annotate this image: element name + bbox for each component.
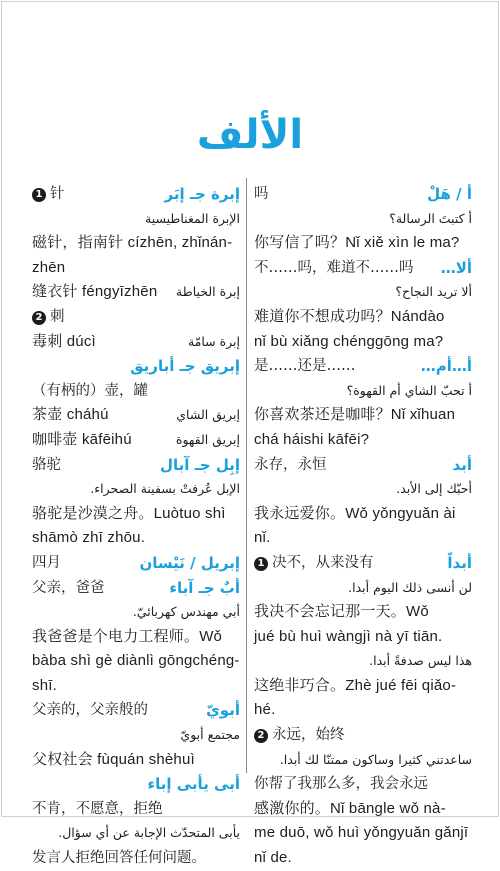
chinese-text [32, 748, 195, 773]
chinese-text [254, 403, 455, 428]
entry-line [254, 649, 472, 674]
arabic-text: ألا تريد النجاح؟ [395, 284, 472, 300]
entry-line [254, 551, 472, 576]
entry-line [32, 182, 240, 207]
chinese-text [254, 182, 269, 207]
entry-line [32, 305, 240, 330]
entry-line [254, 231, 472, 256]
entry-line [32, 674, 240, 699]
sense-number: 1 [32, 188, 46, 202]
chinese-text [32, 305, 65, 330]
chinese-definition: nǐ. [254, 529, 271, 547]
entry-line [32, 698, 240, 723]
section-title: الألف [196, 112, 304, 158]
chinese-text [254, 625, 442, 650]
entry-line [32, 354, 240, 379]
entry-line [254, 379, 472, 404]
chinese-definition: 永存，永恒 [254, 456, 327, 473]
arabic-text: ساعدتني كثيرا وساكون ممتنّا لك أبدا. [279, 751, 472, 767]
arabic-text: يأبى المتحدّث الإجابة عن أي سؤال. [58, 825, 240, 841]
arabic-headword: أبداً [447, 553, 472, 572]
chinese-text [254, 428, 369, 453]
chinese-text [254, 526, 270, 551]
chinese-definition: chá háishi kāfēi? [254, 430, 370, 448]
chinese-definition: 我决不会忘记那一天。Wǒ [254, 603, 429, 621]
chinese-definition: 父亲，爸爸 [32, 579, 105, 596]
arabic-text: إبرة سامّة [187, 333, 240, 349]
entry-line [32, 453, 240, 478]
entry-line [254, 625, 472, 650]
chinese-text [32, 698, 148, 723]
chinese-text [32, 256, 65, 281]
entry-line [32, 207, 240, 232]
sense-number: 2 [254, 729, 268, 743]
chinese-definition: 咖啡壶 kāfēihú [32, 430, 132, 448]
entry-line [32, 625, 240, 650]
arabic-text: إبريق الشاي [176, 407, 240, 423]
chinese-definition: 你写信了吗？Nǐ xiě xìn le ma? [254, 234, 460, 252]
chinese-definition: 四月 [32, 554, 61, 571]
chinese-text [254, 231, 459, 256]
entry-line [32, 231, 240, 256]
arabic-text: الإبرة المغناطيسية [145, 210, 240, 226]
arabic-headword: إبِل جـ آبال [160, 455, 240, 474]
chinese-text [32, 551, 61, 576]
entry-line [32, 723, 240, 748]
entry-line [254, 182, 472, 207]
entry-line [32, 649, 240, 674]
entry-line [254, 772, 472, 797]
chinese-definition: 你喜欢茶还是咖啡？Nǐ xǐhuan [254, 406, 456, 424]
arabic-text: إبرة الخياطة [176, 284, 240, 300]
entry-line [32, 772, 240, 797]
arabic-text: لن أنسى ذلك اليوم أبدا. [348, 579, 472, 595]
chinese-text [32, 403, 109, 428]
chinese-text [254, 674, 456, 699]
chinese-text [32, 231, 232, 256]
chinese-definition: hé. [254, 701, 276, 719]
arabic-text: أبي مهندس كهربائيّ. [132, 604, 240, 620]
entry-line [32, 748, 240, 773]
chinese-definition: bàba shì gè diànlì gōngchéng- [32, 652, 240, 670]
chinese-definition: 父亲的，父亲般的 [32, 702, 148, 719]
arabic-text: أ كتبتَ الرسالة؟ [389, 210, 472, 226]
chinese-definition: jué bù huì wàngjì nà yī tiān. [254, 627, 443, 645]
chinese-text [254, 551, 374, 576]
chinese-definition: nǐ de. [254, 849, 292, 867]
entry-line [32, 379, 240, 404]
chinese-definition: shāmò zhī zhōu. [32, 529, 146, 547]
entry-line [32, 526, 240, 551]
arabic-text: مجتمع أبويّ [180, 727, 240, 743]
chinese-definition: 决不，从来没有 [272, 554, 374, 571]
chinese-definition: 感激你的。Nǐ bāngle wǒ nà- [254, 799, 446, 817]
entry-line [254, 526, 472, 551]
entry-line [254, 305, 472, 330]
chinese-text [254, 305, 445, 330]
chinese-definition: nǐ bù xiǎng chénggōng ma? [254, 332, 444, 350]
chinese-definition: me duō, wǒ huì yǒngyuǎn gǎnjī [254, 824, 469, 842]
chinese-definition: 毒刺 dúcì [32, 332, 96, 350]
chinese-definition: 骆驼是沙漠之舟。Luòtuo shì [32, 504, 226, 522]
entry-line [254, 576, 472, 601]
chinese-text [254, 772, 428, 797]
column-divider [246, 178, 247, 773]
arabic-headword: أ / هَلْ [427, 185, 472, 203]
entry-line [254, 748, 472, 773]
entry-line [32, 428, 240, 453]
right-column [254, 182, 472, 871]
entry-line [254, 723, 472, 748]
chinese-text [254, 821, 468, 846]
chinese-text [254, 723, 345, 748]
entry-line [32, 477, 240, 502]
arabic-text: الإبل عُرفتْ بسفينة الصحراء. [90, 481, 240, 497]
entry-line [32, 502, 240, 527]
chinese-text [254, 453, 327, 478]
entry-line [254, 280, 472, 305]
arabic-headword: أبد [452, 455, 472, 474]
chinese-definition: 发言人拒绝回答任何问题。 [32, 850, 206, 867]
entry-line [254, 477, 472, 502]
chinese-definition: 不肯，不愿意，拒绝 [32, 800, 163, 817]
chinese-definition: 茶壶 cháhú [32, 406, 109, 424]
arabic-text: أحبّك إلى الأبد. [396, 481, 472, 497]
chinese-text [32, 649, 240, 674]
chinese-text [32, 330, 96, 355]
sense-number: 1 [254, 557, 268, 571]
arabic-text: إبريق القهوة [175, 431, 240, 447]
arabic-headword: أبٌ جـ آباء [169, 578, 240, 597]
arabic-text: هذا ليس صدفةً أبدا. [369, 653, 472, 669]
sense-number: 2 [32, 311, 46, 325]
entry-line [254, 821, 472, 846]
entry-line [32, 600, 240, 625]
chinese-definition: 吗 [254, 186, 269, 202]
chinese-definition: 我永远爱你。Wǒ yǒngyuǎn ài [254, 504, 456, 522]
entry-line [32, 280, 240, 305]
chinese-definition: 针 [50, 186, 65, 202]
chinese-text [32, 182, 65, 207]
arabic-text: أ تحبّ الشاي أم القهوة؟ [346, 382, 472, 398]
chinese-text [254, 846, 292, 871]
entry-line [32, 821, 240, 846]
entry-line [254, 354, 472, 379]
entry-line [32, 403, 240, 428]
entry-line [254, 207, 472, 232]
entry-line [254, 600, 472, 625]
left-column [32, 182, 240, 871]
chinese-text [254, 698, 275, 723]
entry-line [32, 256, 240, 281]
chinese-definition: zhēn [32, 258, 66, 276]
chinese-definition: 不……吗，难道不……吗 [254, 259, 414, 276]
chinese-definition: 难道你不想成功吗？Nándào [254, 307, 445, 325]
chinese-definition: shī. [32, 676, 57, 694]
arabic-headword: ألا… [440, 258, 472, 277]
chinese-text [32, 379, 148, 404]
chinese-definition: 父权社会 fùquán shèhuì [32, 750, 195, 768]
chinese-text [32, 526, 145, 551]
chinese-text [254, 502, 456, 527]
chinese-text [32, 428, 132, 453]
chinese-text [254, 330, 443, 355]
chinese-definition: 这绝非巧合。Zhè jué fēi qiǎo- [254, 676, 457, 694]
entry-line [254, 846, 472, 871]
chinese-text [32, 846, 206, 871]
chinese-text [32, 502, 226, 527]
entry-line [254, 403, 472, 428]
chinese-text [254, 354, 356, 379]
entry-line [254, 674, 472, 699]
entry-line [254, 502, 472, 527]
chinese-definition: 刺 [50, 308, 65, 325]
entry-line [32, 330, 240, 355]
chinese-text [254, 256, 414, 281]
chinese-definition: 是……还是…… [254, 358, 356, 375]
chinese-definition: 缝衣针 féngyīzhēn [32, 283, 158, 301]
chinese-definition: 永远，始终 [272, 727, 345, 744]
chinese-text [32, 576, 105, 601]
entry-line [254, 428, 472, 453]
chinese-definition: 磁针，指南针 cízhēn, zhǐnán- [32, 234, 233, 252]
entry-line [32, 576, 240, 601]
chinese-definition: （有柄的）壶，罐 [32, 382, 148, 399]
arabic-headword: إبريل / نَيْسان [139, 553, 240, 572]
chinese-definition: 我爸爸是个电力工程师。Wǒ [32, 627, 223, 645]
arabic-headword: أبويّ [206, 701, 240, 720]
chinese-text [32, 453, 61, 478]
arabic-headword: أ…أم… [420, 357, 472, 376]
chinese-definition: 你帮了我那么多，我会永远 [254, 776, 428, 793]
entry-line [254, 698, 472, 723]
chinese-text [254, 600, 429, 625]
entry-line [32, 551, 240, 576]
entry-line [254, 330, 472, 355]
arabic-headword: أبى يأبى إباء [147, 775, 240, 794]
arabic-headword: إبرة جـ إبَر [164, 185, 240, 203]
chinese-text [32, 280, 157, 305]
chinese-text [32, 625, 222, 650]
entry-line [254, 256, 472, 281]
entry-line [254, 453, 472, 478]
entry-line [32, 846, 240, 871]
chinese-text [32, 674, 57, 699]
arabic-headword: إبريق جـ أباريق [130, 357, 240, 376]
chinese-definition: 骆驼 [32, 456, 61, 473]
